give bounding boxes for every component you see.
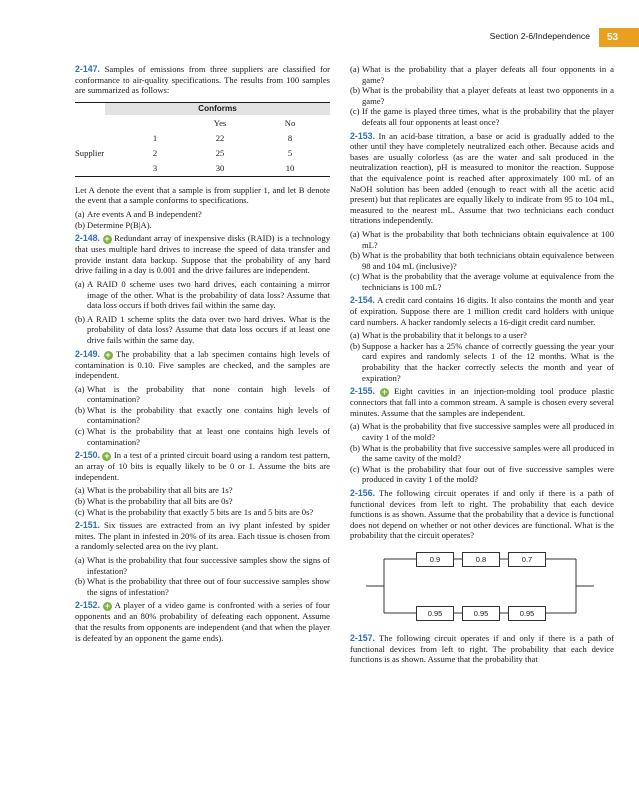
row-label-supplier: Supplier <box>75 147 105 158</box>
right-column <box>350 64 614 668</box>
device-bottom-1: 0.95 <box>416 606 454 621</box>
table-cell: 3 <box>152 162 158 173</box>
exercise-2-147 <box>75 64 330 96</box>
left-column <box>75 64 330 646</box>
page-header <box>0 28 639 47</box>
table-cell: 8 <box>287 132 293 143</box>
device-top-1: 0.9 <box>416 552 454 567</box>
exercise-2-148 <box>75 233 330 276</box>
part-b: (b) Suppose a hacker has a 25% chance of correctly guessing the year your card expires and randomly selects 1 of the 12 months. What is the probability that the hacker correctly selects the month and year of expiration? <box>350 340 614 383</box>
exercise-text: In an acid-base titration, a base or acid is gradually added to the other until they have completely neutralized each other. Because acids and bases are usually colorless (as are the water and salt produced in the neutralization reaction), pH is measured to monitor the reaction. Suppose that the equivalence point is reached after approximately 100 mL of an NaOH solution has been added (enough to react with all the acetic acid present) but that replicates are equally likely to indicate from 95 to 104 mL, measured to the nearest mL. Assume that two technicians each conduct titrations independently. <box>350 130 615 226</box>
part-a: (a) What is the probability that all bits are 1s? <box>75 485 233 496</box>
part-c: (c) What is the probability that exactly 5 bits are 1s and 5 bits are 0s? <box>75 506 314 517</box>
part-b: (b) Determine P(B|A). <box>75 219 152 230</box>
conformance-table <box>75 102 330 177</box>
part-c: (c) What is the probability that four out of five successive samples were produced in cavity 1 of the mold? <box>350 463 614 485</box>
plus-icon: + <box>105 349 111 360</box>
exercise-text: Let A denote the event that a sample is from supplier 1, and let B denote the event that a sample conforms to specifications. <box>75 184 330 206</box>
exercise-text: A player of a video game is confronted with a series of four opponents and an 80% probability of defeating each opponent. Assume that the results from opponents are independent (and that when the player is defeated by an opponent the game ends). <box>75 600 330 643</box>
part-b: (b) What is the probability that both technicians obtain equivalence between 98 and 104 mL (inclusive)? <box>350 250 614 271</box>
table-cell: 1 <box>152 132 158 143</box>
exercise-2-150 <box>75 450 330 482</box>
exercise-text: Samples of emissions from three suppliers are classified for conformance to air-quality specifications. The results from 100 samples are summarized as follows: <box>75 64 330 96</box>
table-header: Conforms <box>105 103 330 115</box>
plus-icon: + <box>104 451 110 462</box>
circuit-diagram <box>350 547 614 625</box>
part-a: (a) What is the probability that it belongs to a user? <box>350 330 527 341</box>
table-cell: 2 <box>152 147 158 158</box>
part-a: (a) What is the probability that a player defeats all four opponents in a game? <box>350 64 614 85</box>
exercise-number: 2-154. <box>350 295 375 306</box>
part-a: (a) What is the probability that none contain high levels of contamination? <box>75 383 330 405</box>
exercise-text: The following circuit operates if and only if there is a path of functional devices from left to right. The probability that each device functions is as shown. Assume that the probability that a device is functional does not depend on whether or not other devices are functional. What is the probability that the circuit operates? <box>350 487 614 541</box>
exercise-2-157 <box>350 633 614 665</box>
table-cell: 25 <box>215 147 225 158</box>
exercise-number: 2-148. <box>75 233 100 244</box>
exercise-2-153 <box>350 131 614 226</box>
part-b: (b) What is the probability that three out of four successive samples show the signs of infestation? <box>75 576 330 597</box>
part-a: (a) What is the probability that five successive samples were all produced in cavity 1 of the mold? <box>350 421 614 442</box>
plus-icon: + <box>104 601 111 612</box>
plus-icon: + <box>104 234 110 245</box>
part-b: (b) What is the probability that five successive samples were all produced in the same cavity of the mold? <box>350 442 614 464</box>
col-no: No <box>284 117 296 128</box>
part-c: (c) If the game is played three times, what is the probability that the player defeats all four opponents at least once? <box>350 106 614 127</box>
exercise-number: 2-157. <box>350 632 375 643</box>
device-bottom-2: 0.95 <box>462 606 500 621</box>
part-b: (b) A RAID 1 scheme splits the data over two hard drives. What is the probability of data loss? Assume that data loss occurs if at least one drive fails within the same day. <box>75 313 330 345</box>
section-title: Section 2-6/Independence <box>489 31 590 41</box>
part-b: (b) What is the probability that exactly one contains high levels of contamination? <box>75 404 330 426</box>
col-yes: Yes <box>213 117 227 128</box>
exercise-2-156 <box>350 488 614 541</box>
table-cell: 5 <box>287 147 293 158</box>
exercise-text: Redundant array of inexpensive disks (RAID) is a technology that uses multiple hard drives to increase the speed of data transfer and provide instant data backup. Suppose that the probability of any hard drive failing in a day is 0.001 and the drive failures are independent. <box>75 233 331 276</box>
exercise-text: In a test of a printed circuit board using a random test pattern, an array of 10 bits is equally likely to be 0 or 1. Assume the bits are independent. <box>75 450 330 482</box>
part-a: (a) Are events A and B independent? <box>75 208 202 219</box>
exercise-2-154 <box>350 295 614 327</box>
exercise-2-155 <box>350 386 614 418</box>
table-cell: 30 <box>215 162 225 173</box>
exercise-text: The following circuit operates if and only if there is a path of functional devices from left to right. The probability that each device functions is as shown. Assume that the probability that <box>350 632 614 665</box>
exercise-text: A credit card contains 16 digits. It also contains the month and year of expiration. Suppose there are 1 million credit card holders with unique card numbers. A hacker randomly selects a 16-digit credit card number. <box>350 295 614 327</box>
exercise-2-152 <box>75 600 330 643</box>
device-top-3: 0.7 <box>508 552 546 567</box>
exercise-2-149 <box>75 349 330 381</box>
table-cell: 22 <box>215 132 225 143</box>
exercise-number: 2-156. <box>350 487 375 498</box>
part-a: (a) What is the probability that both technicians obtain equivalence at 100 mL? <box>350 228 614 250</box>
device-bottom-3: 0.95 <box>508 606 546 621</box>
part-b: (b) What is the probability that all bits are 0s? <box>75 496 233 507</box>
exercise-number: 2-149. <box>75 348 100 359</box>
exercise-text: Eight cavities in an injection-molding tool produce plastic connectors that fall into a common stream. A sample is chosen every several minutes. Assume that the samples are independent. <box>350 386 615 418</box>
part-b: (b) What is the probability that a player defeats at least two opponents in a game? <box>350 85 614 106</box>
exercise-number: 2-147. <box>75 64 100 74</box>
exercise-number: 2-153. <box>350 130 375 141</box>
device-top-2: 0.8 <box>462 552 500 567</box>
part-c: (c) What is the probability that the average volume at equivalence from the technicians is 100 mL? <box>350 271 614 292</box>
exercise-number: 2-152. <box>75 600 100 611</box>
table-cell: 10 <box>285 162 295 173</box>
page-number: 53 <box>599 28 639 47</box>
part-c: (c) What is the probability that at least one contains high levels of contamination? <box>75 426 330 447</box>
plus-icon: + <box>381 387 388 398</box>
part-a: (a) What is the probability that four successive samples show the signs of infestation? <box>75 555 330 576</box>
exercise-number: 2-151. <box>75 520 100 531</box>
exercise-text: The probability that a lab specimen contains high levels of contamination is 0.10. Five samples are checked, and the samples are independent. <box>75 348 330 381</box>
exercise-2-151 <box>75 520 330 552</box>
exercise-text: Six tissues are extracted from an ivy plant infested by spider mites. The plant in infested in 20% of its area. Each tissue is chosen from a randomly selected area on the ivy plant. <box>75 520 330 552</box>
exercise-number: 2-150. <box>75 450 100 461</box>
part-a: (a) A RAID 0 scheme uses two hard drives, each containing a mirror image of the other. What is the probability of data loss? Assume that data loss occurs if both drives fail within the same day. <box>75 278 330 311</box>
exercise-number: 2-155. <box>350 386 375 397</box>
